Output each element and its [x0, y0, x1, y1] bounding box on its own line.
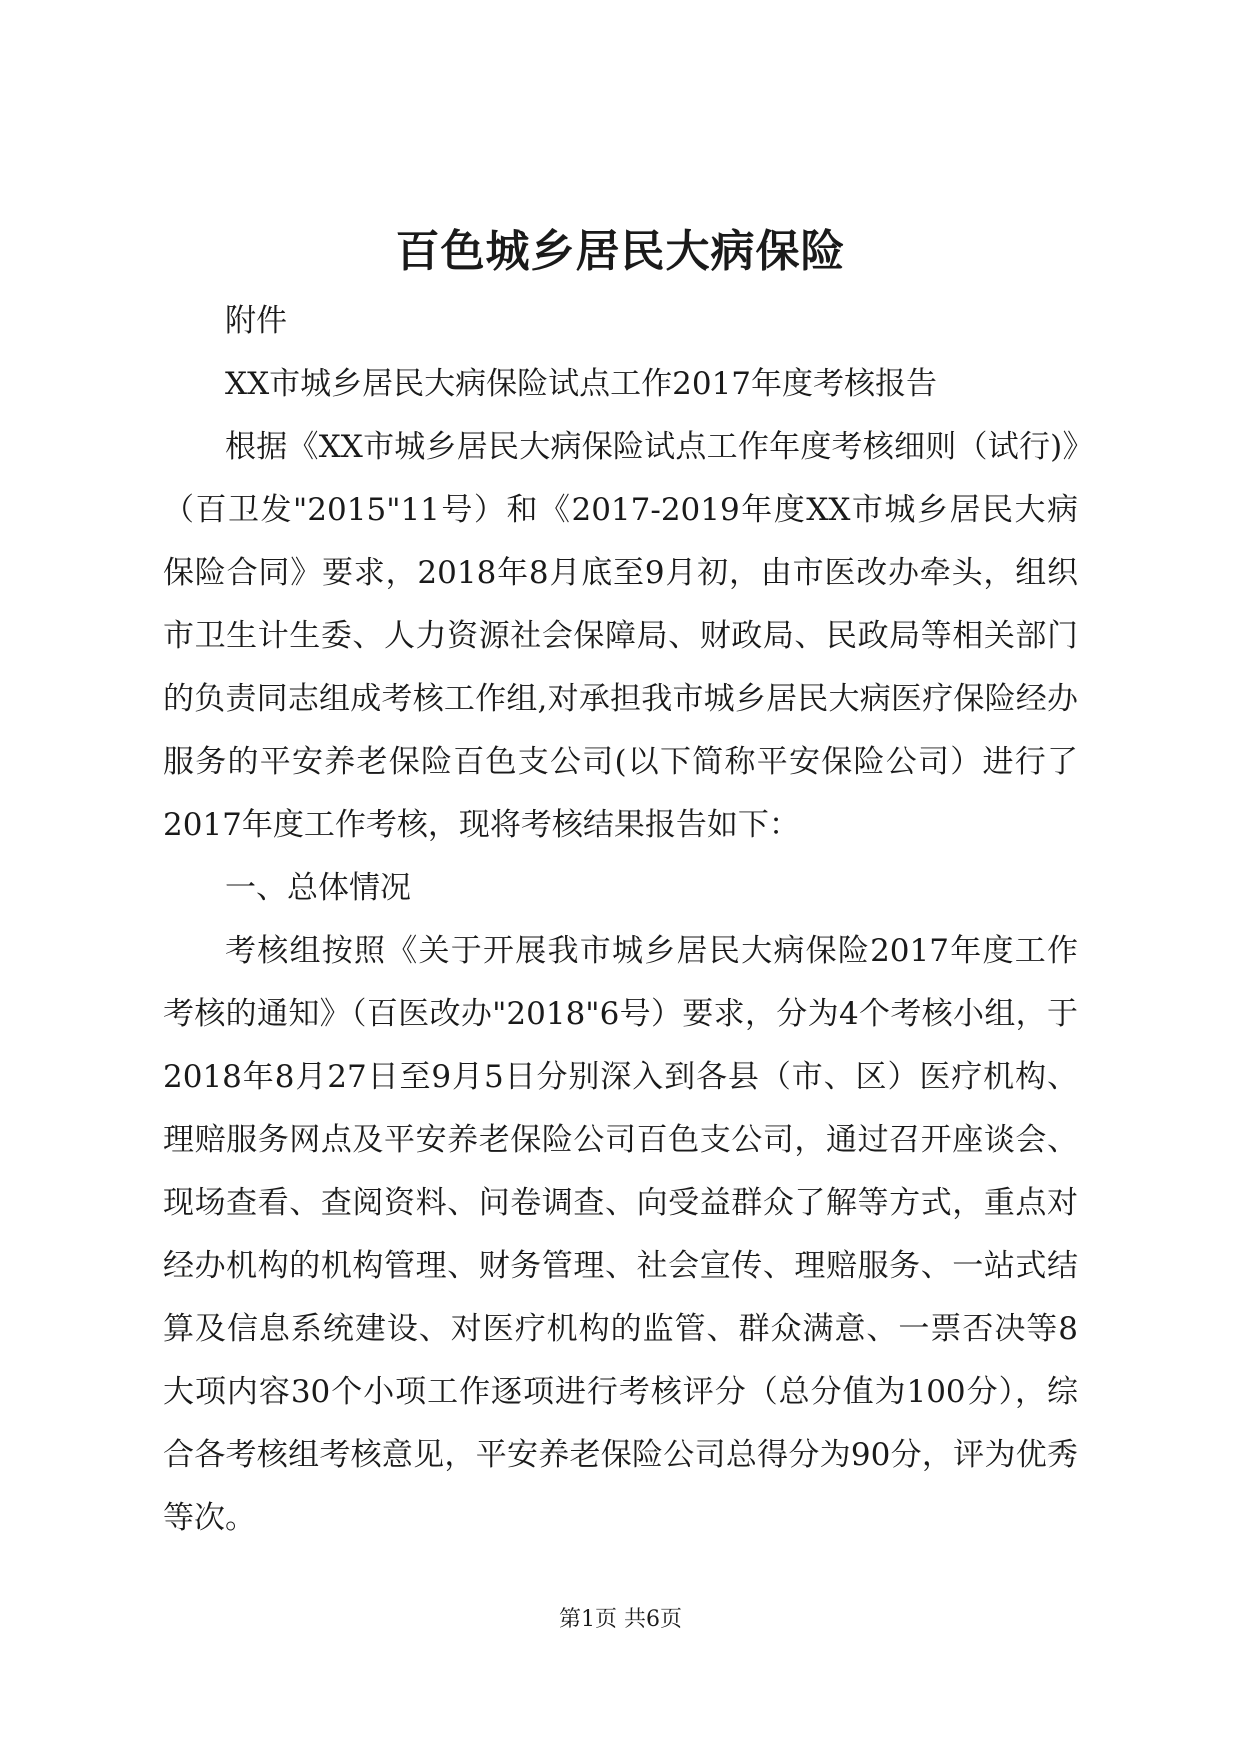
intro-paragraph: 根据《XX市城乡居民大病保险试点工作年度考核细则（试行)》（百卫发"2015"11号）和《2017-2019年度XX市城乡居民大病保险合同》要求，2018年8月底至9月初，由市医改办牵头，组织市卫生计生委、人力资源社会保障局、财政局、民政局等相关部门的负责同志组成考核工作组,对承担我市城乡居民大病医疗保险经办服务的平安养老保险百色支公司(以下简称平安保险公司）进行了2017年度工作考核，现将考核结果报告如下：: [163, 429, 1078, 843]
document-body: [163, 290, 1078, 1550]
report-title: XX市城乡居民大病保险试点工作2017年度考核报告: [225, 366, 938, 402]
section-heading: 一、总体情况: [225, 870, 411, 906]
attachment-label: 附件: [225, 303, 287, 339]
overview-paragraph: 考核组按照《关于开展我市城乡居民大病保险2017年度工作考核的通知》（百医改办"2018"6号）要求，分为4个考核小组，于2018年8月27日至9月5日分别深入到各县（市、区）医疗机构、理赔服务网点及平安养老保险公司百色支公司，通过召开座谈会、现场查看、查阅资料、问卷调查、向受益群众了解等方式，重点对经办机构的机构管理、财务管理、社会宣传、理赔服务、一站式结算及信息系统建设、对医疗机构的监管、群众满意、一票否决等8大项内容30个小项工作逐项进行考核评分（总分值为100分），综合各考核组考核意见，平安养老保险公司总得分为90分，评为优秀等次。: [163, 933, 1078, 1536]
document-title: 百色城乡居民大病保险: [395, 226, 846, 277]
page-number: 第1页 共6页: [559, 1607, 682, 1632]
